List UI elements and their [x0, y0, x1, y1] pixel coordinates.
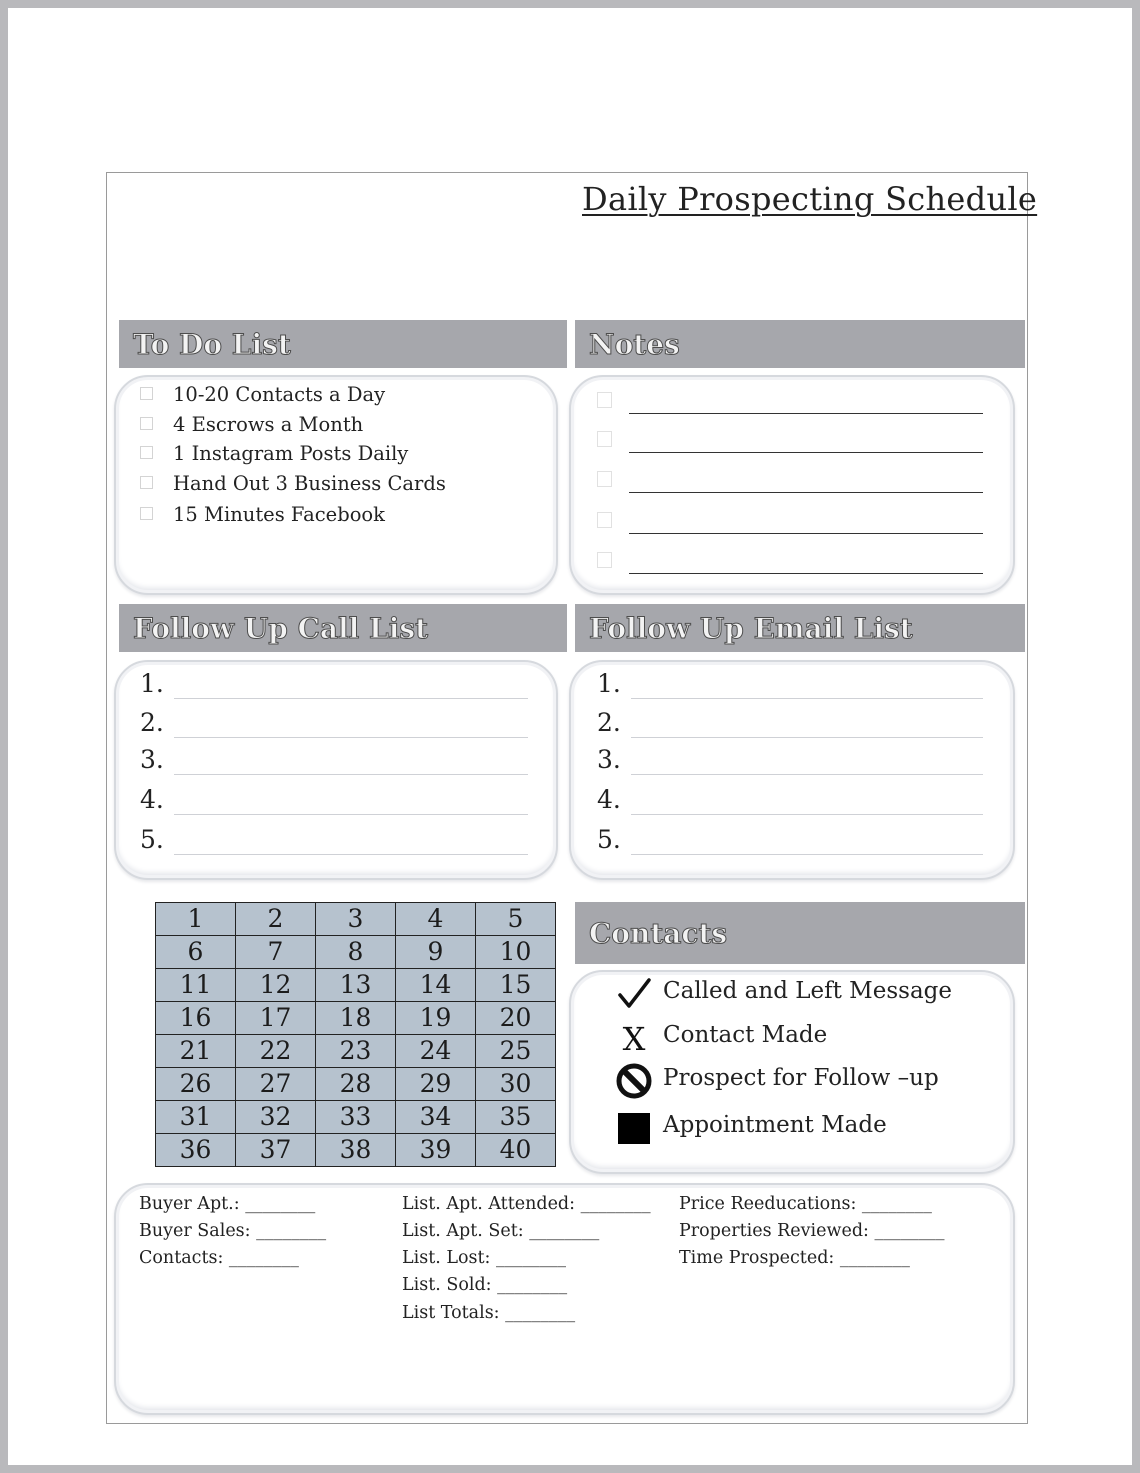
tally-row — [156, 903, 556, 936]
stat-price-reeducations[interactable]: Price Reeducations: ________ — [679, 1194, 932, 1214]
stat-buyer-sales[interactable]: Buyer Sales: ________ — [139, 1221, 327, 1241]
email-list-line — [631, 854, 983, 855]
email-list-line — [631, 737, 983, 738]
email-list-row[interactable]: 5. — [597, 825, 983, 859]
stat-time-prospected[interactable]: Time Prospected: ________ — [679, 1248, 910, 1268]
no-symbol-icon — [616, 1063, 652, 1099]
tally-row — [156, 1068, 556, 1101]
call-list-row[interactable]: 1. — [140, 669, 528, 703]
tally-cell[interactable]: 25 — [476, 1035, 556, 1068]
contact-tally-grid — [155, 902, 556, 1167]
email-list-line — [631, 774, 983, 775]
tally-row — [156, 1101, 556, 1134]
call-list-row[interactable]: 4. — [140, 785, 528, 819]
tally-cell[interactable]: 39 — [396, 1134, 476, 1167]
tally-cell[interactable]: 32 — [236, 1101, 316, 1134]
stat-buyer-apt[interactable]: Buyer Apt.: ________ — [139, 1194, 316, 1214]
tally-cell[interactable]: 27 — [236, 1068, 316, 1101]
note-checkbox[interactable] — [597, 471, 612, 487]
tally-row — [156, 936, 556, 969]
todo-item[interactable]: 4 Escrows a Month — [140, 413, 363, 436]
stat-list-lost[interactable]: List. Lost: ________ — [402, 1248, 566, 1268]
note-underline — [629, 573, 983, 574]
tally-row — [156, 1002, 556, 1035]
todo-item[interactable]: 15 Minutes Facebook — [140, 503, 385, 526]
email-list-line — [631, 814, 983, 815]
tally-cell[interactable]: 37 — [236, 1134, 316, 1167]
call-list-line — [174, 854, 528, 855]
tally-cell[interactable]: 40 — [476, 1134, 556, 1167]
tally-cell[interactable]: 30 — [476, 1068, 556, 1101]
call-list-row[interactable]: 2. — [140, 708, 528, 742]
note-line[interactable] — [597, 390, 983, 414]
email-list-row[interactable]: 1. — [597, 669, 983, 703]
page-title: Daily Prospecting Schedule — [582, 180, 1038, 218]
tally-cell[interactable]: 9 — [396, 936, 476, 969]
stat-list-sold[interactable]: List. Sold: ________ — [402, 1275, 568, 1295]
tally-row — [156, 1035, 556, 1068]
note-underline — [629, 452, 983, 453]
filled-square-icon — [616, 1110, 652, 1146]
stat-properties-reviewed[interactable]: Properties Reviewed: ________ — [679, 1221, 945, 1241]
tally-cell[interactable]: 35 — [476, 1101, 556, 1134]
tally-cell[interactable]: 17 — [236, 1002, 316, 1035]
stat-contacts[interactable]: Contacts: ________ — [139, 1248, 299, 1268]
notes-header: Notes — [575, 320, 1025, 368]
todo-header: To Do List — [119, 320, 567, 368]
tally-cell[interactable]: 24 — [396, 1035, 476, 1068]
note-checkbox[interactable] — [597, 512, 612, 528]
tally-cell[interactable]: 22 — [236, 1035, 316, 1068]
tally-cell[interactable]: 1 — [156, 903, 236, 936]
email-list-line — [631, 698, 983, 699]
stat-list-apt-set[interactable]: List. Apt. Set: ________ — [402, 1221, 600, 1241]
tally-cell[interactable]: 34 — [396, 1101, 476, 1134]
tally-row — [156, 1134, 556, 1167]
tally-cell[interactable]: 11 — [156, 969, 236, 1002]
call-list-row[interactable]: 3. — [140, 745, 528, 779]
tally-row — [156, 969, 556, 1002]
call-list-line — [174, 737, 528, 738]
tally-cell[interactable]: 10 — [476, 936, 556, 969]
tally-cell[interactable]: 29 — [396, 1068, 476, 1101]
call-list-header: Follow Up Call List — [119, 604, 567, 652]
note-underline — [629, 533, 983, 534]
tally-cell[interactable]: 6 — [156, 936, 236, 969]
todo-item[interactable]: 10-20 Contacts a Day — [140, 383, 385, 406]
email-list-row[interactable]: 2. — [597, 708, 983, 742]
email-list-row[interactable]: 4. — [597, 785, 983, 819]
todo-item[interactable]: Hand Out 3 Business Cards — [140, 472, 446, 495]
x-mark-icon — [616, 1020, 652, 1056]
tally-cell[interactable]: 23 — [316, 1035, 396, 1068]
tally-cell[interactable]: 18 — [316, 1002, 396, 1035]
tally-cell[interactable]: 12 — [236, 969, 316, 1002]
svg-text:X: X — [622, 1020, 646, 1056]
note-line[interactable] — [597, 510, 983, 534]
call-list-line — [174, 814, 528, 815]
tally-cell[interactable]: 8 — [316, 936, 396, 969]
contacts-header: Contacts — [575, 902, 1025, 964]
tally-cell[interactable]: 2 — [236, 903, 316, 936]
stat-list-apt-attended[interactable]: List. Apt. Attended: ________ — [402, 1194, 651, 1214]
note-line[interactable] — [597, 469, 983, 493]
todo-checkbox[interactable] — [140, 476, 153, 489]
note-checkbox[interactable] — [597, 552, 612, 568]
note-underline — [629, 492, 983, 493]
tally-cell[interactable]: 28 — [316, 1068, 396, 1101]
tally-cell[interactable]: 33 — [316, 1101, 396, 1134]
checkmark-icon — [616, 976, 652, 1012]
tally-cell[interactable]: 4 — [396, 903, 476, 936]
call-list-line — [174, 774, 528, 775]
tally-cell[interactable]: 19 — [396, 1002, 476, 1035]
note-underline — [629, 413, 983, 414]
tally-cell[interactable]: 7 — [236, 936, 316, 969]
stats-panel — [114, 1183, 1015, 1415]
tally-cell[interactable]: 3 — [316, 903, 396, 936]
note-checkbox[interactable] — [597, 431, 612, 447]
tally-cell[interactable]: 16 — [156, 1002, 236, 1035]
stat-list-totals[interactable]: List Totals: ________ — [402, 1303, 576, 1323]
email-list-row[interactable]: 3. — [597, 745, 983, 779]
todo-checkbox[interactable] — [140, 507, 153, 520]
tally-cell[interactable]: 21 — [156, 1035, 236, 1068]
todo-checkbox[interactable] — [140, 446, 153, 459]
tally-cell[interactable]: 15 — [476, 969, 556, 1002]
note-line[interactable] — [597, 550, 983, 574]
email-list-header: Follow Up Email List — [575, 604, 1025, 652]
tally-cell[interactable]: 14 — [396, 969, 476, 1002]
tally-cell[interactable]: 36 — [156, 1134, 236, 1167]
note-checkbox[interactable] — [597, 392, 612, 408]
tally-cell[interactable]: 31 — [156, 1101, 236, 1134]
call-list-line — [174, 698, 528, 699]
call-list-row[interactable]: 5. — [140, 825, 528, 859]
todo-checkbox[interactable] — [140, 387, 153, 400]
tally-cell[interactable]: 26 — [156, 1068, 236, 1101]
todo-item[interactable]: 1 Instagram Posts Daily — [140, 442, 408, 465]
todo-checkbox[interactable] — [140, 417, 153, 430]
tally-cell[interactable]: 38 — [316, 1134, 396, 1167]
tally-cell[interactable]: 20 — [476, 1002, 556, 1035]
note-line[interactable] — [597, 429, 983, 453]
tally-cell[interactable]: 13 — [316, 969, 396, 1002]
tally-cell[interactable]: 5 — [476, 903, 556, 936]
